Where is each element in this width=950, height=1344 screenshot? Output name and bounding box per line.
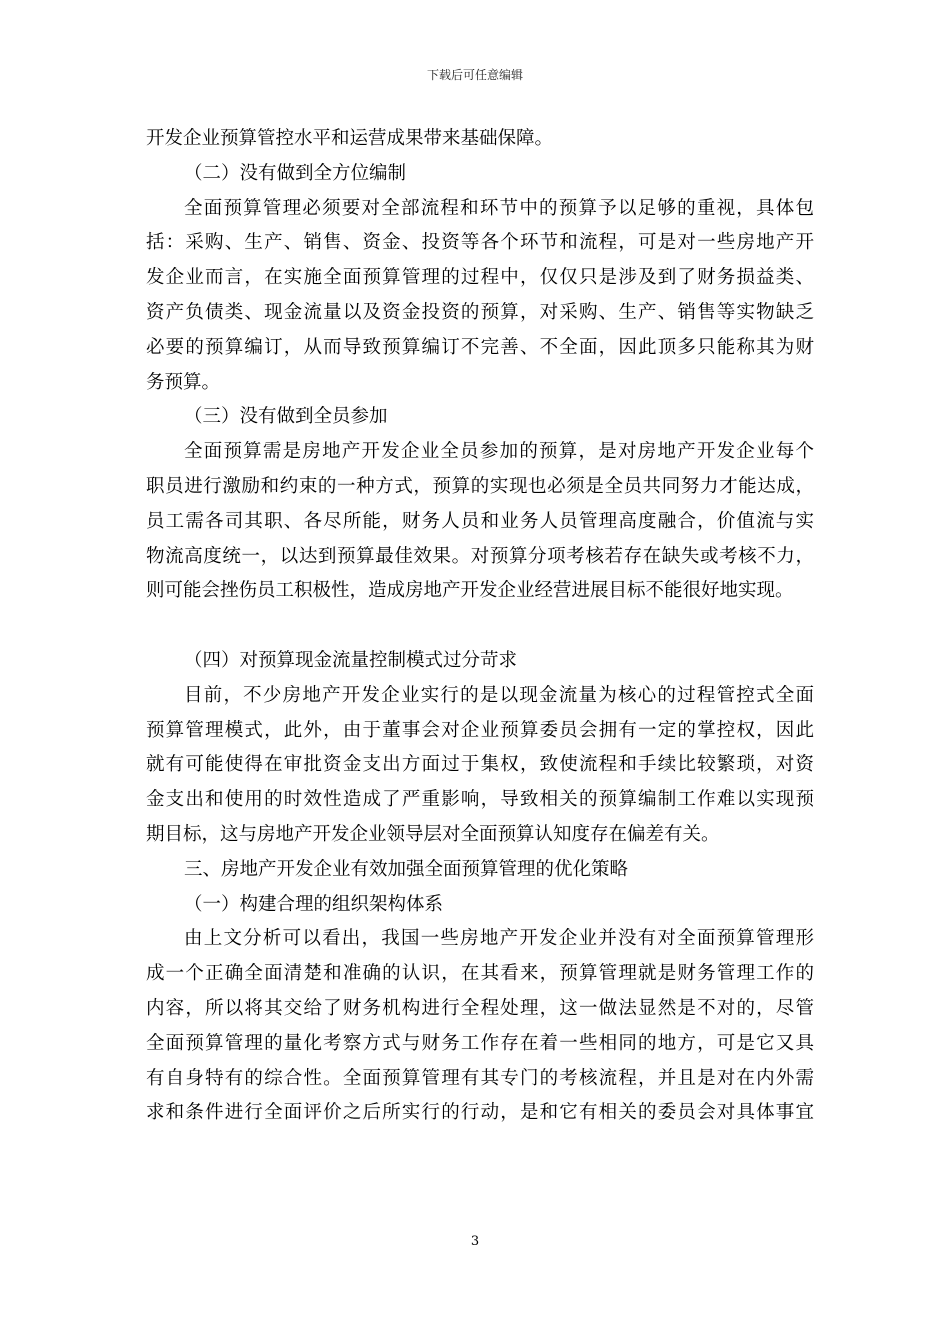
- paragraph-line: 就有可能使得在审批资金支出方面过于集权，致使流程和手续比较繁琐，对资: [146, 754, 814, 776]
- paragraph-line: 括：采购、生产、销售、资金、投资等各个环节和流程，可是对一些房地产开: [146, 232, 814, 254]
- section-heading: （一）构建合理的组织架构体系: [184, 893, 444, 915]
- paragraph-line: 全面预算需是房地产开发企业全员参加的预算，是对房地产开发企业每个: [184, 441, 814, 463]
- paragraph-line: 成一个正确全面清楚和准确的认识，在其看来，预算管理就是财务管理工作的: [146, 963, 814, 985]
- paragraph-line: 内容，所以将其交给了财务机构进行全程处理，这一做法显然是不对的，尽管: [146, 997, 814, 1019]
- paragraph-line: 求和条件进行全面评价之后所实行的行动，是和它有相关的委员会对具体事宜: [146, 1102, 814, 1124]
- paragraph-line: 开发企业预算管控水平和运营成果带来基础保障。: [146, 128, 554, 149]
- document-body: [146, 122, 814, 1131]
- paragraph-line: 必要的预算编订，从而导致预算编订不完善、不全面，因此顶多只能称其为财: [146, 336, 814, 358]
- page-number: 3: [470, 1234, 480, 1249]
- paragraph-line: 有自身特有的综合性。全面预算管理有其专门的考核流程，并且是对在内外需: [146, 1067, 814, 1089]
- section-heading: （二）没有做到全方位编制: [184, 162, 407, 184]
- paragraph-line: 务预算。: [146, 371, 221, 393]
- paragraph-line: 全面预算管理必须要对全部流程和环节中的预算予以足够的重视，具体包: [184, 197, 814, 219]
- blank-line: [146, 609, 814, 644]
- paragraph-line: 目前，不少房地产开发企业实行的是以现金流量为核心的过程管控式全面: [184, 684, 814, 706]
- section-heading: （四）对预算现金流量控制模式过分苛求: [184, 649, 518, 671]
- paragraph-line: 资产负债类、现金流量以及资金投资的预算，对采购、生产、销售等实物缺乏: [146, 301, 814, 323]
- paragraph-line: 职员进行激励和约束的一种方式，预算的实现也必须是全员共同努力才能达成，: [146, 475, 814, 497]
- chapter-heading: 三、房地产开发企业有效加强全面预算管理的优化策略: [184, 858, 629, 880]
- paragraph-line: 预算管理模式，此外，由于董事会对企业预算委员会拥有一定的掌控权，因此: [146, 719, 814, 741]
- paragraph-line: 金支出和使用的时效性造成了严重影响，导致相关的预算编制工作难以实现预: [146, 789, 814, 811]
- paragraph-line: 则可能会挫伤员工积极性，造成房地产开发企业经营进展目标不能很好地实现。: [146, 580, 794, 602]
- paragraph-line: 员工需各司其职、各尽所能，财务人员和业务人员管理高度融合，价值流与实: [146, 510, 814, 532]
- paragraph-line: 期目标，这与房地产开发企业领导层对全面预算认知度存在偏差有关。: [146, 823, 720, 845]
- section-heading: （三）没有做到全员参加: [184, 406, 388, 428]
- page-header: 下载后可任意编辑: [426, 68, 523, 82]
- paragraph-line: 全面预算管理的量化考察方式与财务工作存在着一些相同的地方，可是它又具: [146, 1032, 814, 1054]
- paragraph-line: 物流高度统一，以达到预算最佳效果。对预算分项考核若存在缺失或考核不力，: [146, 545, 814, 567]
- paragraph-line: 发企业而言，在实施全面预算管理的过程中，仅仅只是涉及到了财务损益类、: [146, 267, 814, 289]
- paragraph-line: 由上文分析可以看出，我国一些房地产开发企业并没有对全面预算管理形: [184, 928, 814, 950]
